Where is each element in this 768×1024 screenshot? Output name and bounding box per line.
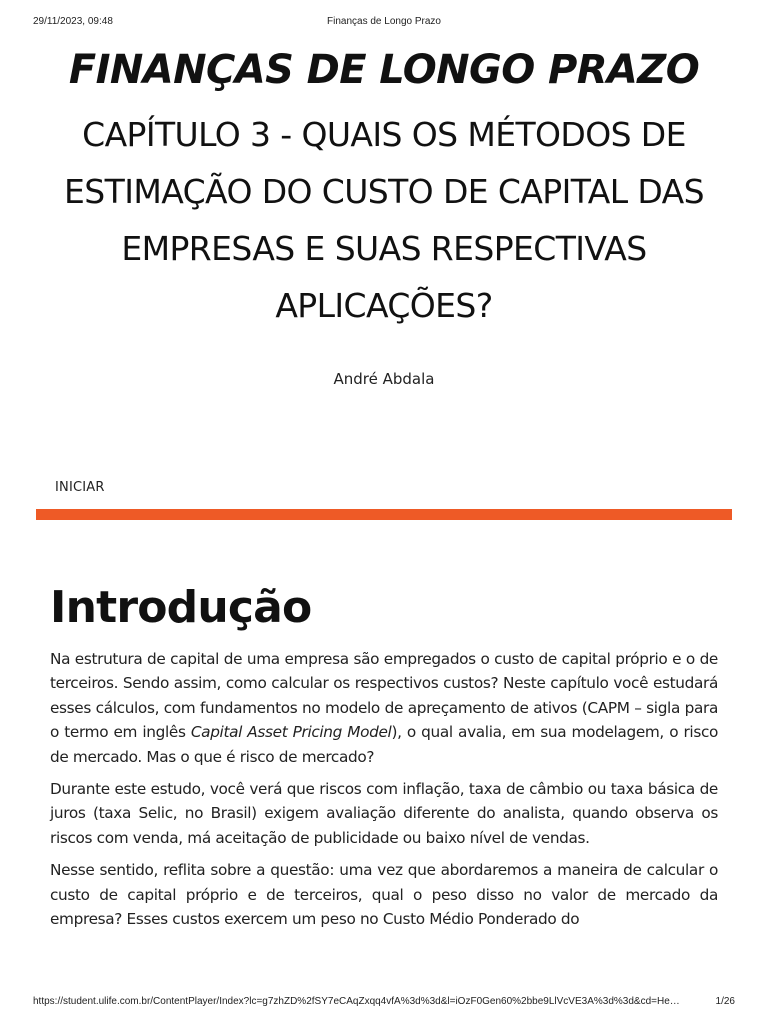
print-header	[0, 16, 768, 30]
capm-term: Capital Asset Pricing Model	[190, 723, 392, 742]
intro-paragraph-1	[50, 647, 718, 769]
author-name: André Abdala	[333, 370, 435, 388]
page-number: 1/26	[715, 996, 735, 1007]
section-heading-introduction: Introdução	[50, 582, 312, 633]
document-title: FINANÇAS DE LONGO PRAZO	[68, 47, 700, 93]
print-datetime: 29/11/2023, 09:48	[33, 16, 113, 27]
paragraph-text: ), o qual avalia, em sua modelagem, o risco de mercado. Mas o que é risco de mercado?	[50, 723, 719, 766]
print-footer	[0, 996, 768, 1010]
start-button[interactable]: INICIAR	[55, 480, 105, 495]
print-page-title: Finanças de Longo Prazo	[327, 16, 441, 27]
accent-divider	[36, 509, 732, 520]
intro-paragraph-2: Durante este estudo, você verá que riscos com inflação, taxa de câmbio ou taxa básica de juros (taxa Selic, no Brasil) exigem avaliação diferente do analista, quando observa os riscos com venda, má aceitação de publicidade ou baixo nível de vendas.	[50, 780, 718, 847]
print-url: https://student.ulife.com.br/ContentPlayer/Index?lc=g7zhZD%2fSY7eCAqZxqq4vfA%3d%3d&l=iOzF0Gen60%2bbe9LlVcVE3A%3d%3d&cd=He…	[33, 996, 680, 1007]
intro-paragraph-3: Nesse sentido, reflita sobre a questão: uma vez que abordaremos a maneira de calcular o custo de capital próprio e de terceiros, qual o peso disso no valor de mercado da empresa? Esses custos exercem um peso no Custo Médio Ponderado do	[50, 861, 718, 929]
chapter-subtitle: CAPÍTULO 3 - QUAIS OS MÉTODOS DE ESTIMAÇÃO DO CUSTO DE CAPITAL DAS EMPRESAS E SUAS RESPECTIVAS APLICAÇÕES?	[64, 115, 704, 325]
paragraph-text: Na estrutura de capital de uma empresa são empregados o custo de capital próprio e o de terceiros. Sendo assim, como calcular os respectivos custos? Neste capítulo você estudará esses cálculos, com fundamentos no modelo de apreçamento de ativos (CAPM – sigla para o termo em inglês	[50, 650, 718, 742]
intro-body	[50, 647, 718, 939]
